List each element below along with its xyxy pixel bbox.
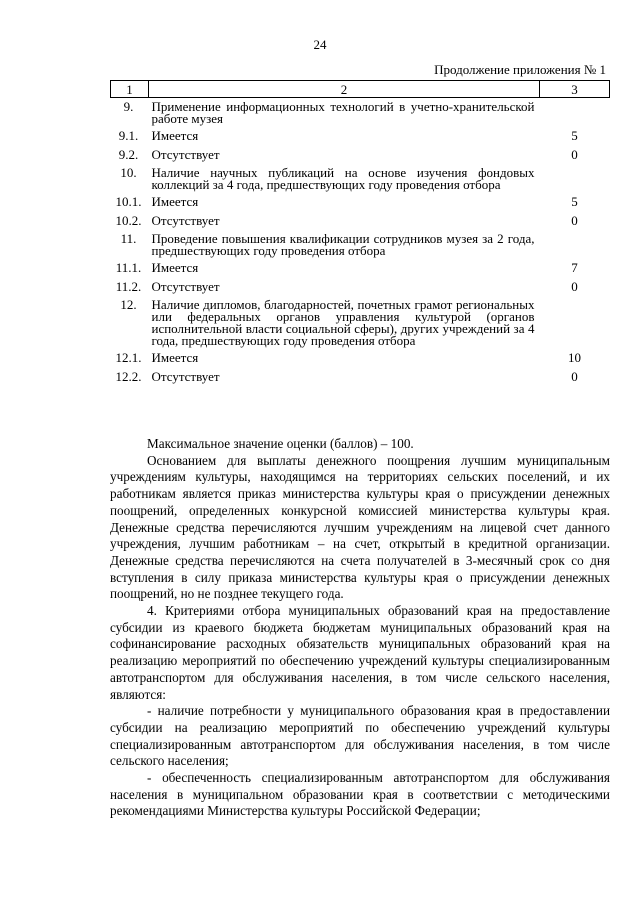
row-score: 0 bbox=[571, 147, 578, 162]
row-score: 0 bbox=[571, 213, 578, 228]
table-row bbox=[111, 164, 610, 192]
row-score: 5 bbox=[571, 194, 578, 209]
table-row bbox=[111, 211, 610, 230]
column-header-number: 1 bbox=[111, 81, 149, 98]
max-score-paragraph: Максимальное значение оценки (баллов) – 100. bbox=[147, 436, 414, 451]
body-text bbox=[110, 436, 610, 820]
page-number: 24 bbox=[313, 37, 327, 52]
table-row bbox=[111, 192, 610, 211]
row-criterion: Отсутствует bbox=[151, 213, 220, 228]
row-number: 10.1. bbox=[115, 194, 142, 209]
reward-basis-paragraph: Основанием для выплаты денежного поощрения лучшим муниципальным учреждениям культуры, находящимся на территориях сельских поселений, и их работникам является приказ министерства культуры края о присуждении денежных поощрений, определенных конкурсной комиссией министерства культуры края. Денежные средства перечисляются лучшим учреждениям на лицевой счет данного учреждения, лучшим работникам – на счет, открытый в кредитной организации. Денежные средства перечисляются на счета получателей в 3-месячный срок со дня вступления в силу приказа министерства культуры края о присуждении денежных поощрений, но не позднее текущего года. bbox=[110, 452, 610, 602]
selection-criteria-paragraph: 4. Критериями отбора муниципальных образований края на предоставление субсидии из краевого бюджета бюджетам муниципальных образований края на софинансирование расходных обязательств муниципальных образований края на реализацию мероприятий по обеспечению учреждений культуры специализированным автотранспортом для обслуживания населения, в том числе сельского населения, являются: bbox=[110, 603, 610, 702]
row-number: 9.1. bbox=[118, 128, 139, 143]
column-header-score: 3 bbox=[540, 81, 610, 98]
table-header-row bbox=[111, 81, 610, 98]
row-number: 12.1. bbox=[115, 350, 142, 365]
table-row bbox=[111, 258, 610, 277]
row-criterion: Имеется bbox=[151, 128, 199, 143]
row-criterion: Имеется bbox=[151, 260, 199, 275]
table-row bbox=[111, 296, 610, 348]
row-score: 0 bbox=[571, 279, 578, 294]
row-criterion: Отсутствует bbox=[151, 147, 220, 162]
criterion-provision-item: - обеспеченность специализированным автотранспортом для обслуживания населения в муниципальном образовании края в соответствии с методическими рекомендациями Министерства культуры Российской Федерации; bbox=[110, 770, 610, 819]
criterion-need-item: - наличие потребности у муниципального образования края в предоставлении субсидии на реализацию мероприятий по обеспечению учреждений культуры специализированным автотранспортом для обслуживания населения, в том числе сельского населения; bbox=[110, 703, 610, 769]
table-row bbox=[111, 367, 610, 386]
row-number: 9.2. bbox=[118, 147, 139, 162]
row-number: 10. bbox=[120, 165, 137, 180]
row-criterion: Наличие научных публикаций на основе изучения фондовых коллекций за 4 года, предшествующих году проведения отбора bbox=[151, 165, 535, 192]
row-score bbox=[540, 230, 610, 258]
row-score: 7 bbox=[571, 260, 578, 275]
row-score: 5 bbox=[571, 128, 578, 143]
row-criterion: Наличие дипломов, благодарностей, почетных грамот региональных или федеральных органов управления культурой (органов исполнительной власти социальной сферы), других учреждений за 4 года, предшествующих году проведения отбора bbox=[151, 297, 535, 348]
column-header-criterion: 2 bbox=[149, 81, 540, 98]
row-score bbox=[540, 296, 610, 348]
table-row bbox=[111, 348, 610, 367]
table-row bbox=[111, 277, 610, 296]
row-number: 12. bbox=[120, 297, 137, 312]
row-score: 10 bbox=[568, 350, 581, 365]
row-score bbox=[540, 164, 610, 192]
row-number: 12.2. bbox=[115, 369, 142, 384]
row-number: 10.2. bbox=[115, 213, 142, 228]
row-criterion: Применение информационных технологий в учетно-хранительской работе музея bbox=[151, 99, 535, 126]
table-row bbox=[111, 126, 610, 145]
row-number: 11.1. bbox=[115, 260, 142, 275]
row-score bbox=[540, 98, 610, 127]
row-number: 11.2. bbox=[115, 279, 142, 294]
appendix-continuation-label: Продолжение приложения № 1 bbox=[434, 62, 606, 77]
row-criterion: Отсутствует bbox=[151, 279, 220, 294]
row-score: 0 bbox=[571, 369, 578, 384]
row-number: 9. bbox=[123, 99, 134, 114]
row-criterion: Отсутствует bbox=[151, 369, 220, 384]
row-number: 11. bbox=[120, 231, 137, 246]
row-criterion: Имеется bbox=[151, 350, 199, 365]
row-criterion: Имеется bbox=[151, 194, 199, 209]
row-criterion: Проведение повышения квалификации сотрудников музея за 2 года, предшествующих году проведения отбора bbox=[151, 231, 535, 258]
table-row bbox=[111, 230, 610, 258]
table-row bbox=[111, 98, 610, 127]
criteria-table bbox=[110, 80, 610, 386]
table-row bbox=[111, 145, 610, 164]
